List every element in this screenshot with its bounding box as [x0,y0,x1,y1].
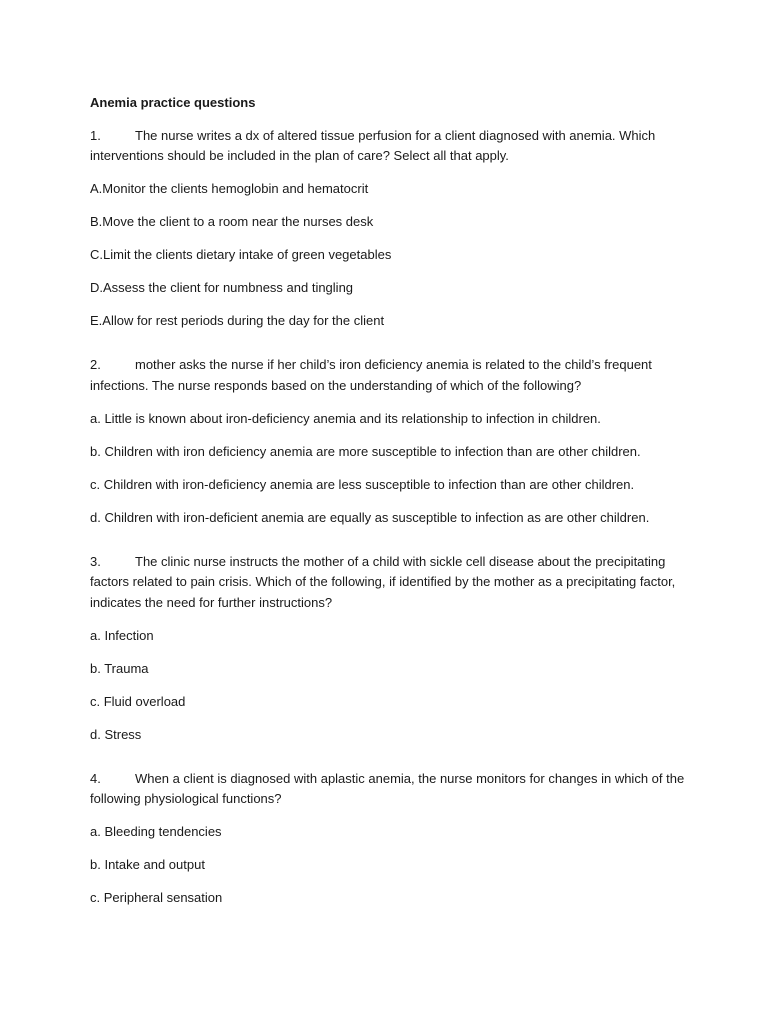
question-number: 2. [90,357,101,372]
question-1 [90,126,690,167]
spacer [90,541,690,552]
question-number: 1. [90,127,101,143]
answer-option: d. Stress [90,726,142,742]
question-stem: The nurse writes a dx of altered tissue perfusion for a client diagnosed with anemia. Which interventions should be included in the plan of care? Select all that apply. [90,127,656,163]
document-page [90,93,690,921]
document-title: Anemia practice questions [90,95,256,110]
spacer [90,344,690,355]
answer-option: b. Children with iron deficiency anemia are more susceptible to infection than are other children. [90,443,641,459]
question-4 [90,769,690,810]
answer-option: b. Intake and output [90,857,205,872]
question-stem: The clinic nurse instructs the mother of a child with sickle cell disease about the precipitating factors related to pain crisis. Which of the following, if identified by the mother as a precipitating factor, indicates the need for further instructions? [90,553,676,610]
question-number: 4. [90,770,101,786]
question-stem: When a client is diagnosed with aplastic anemia, the nurse monitors for changes in which of the following physiological functions? [90,770,685,806]
answer-option: C.Limit the clients dietary intake of green vegetables [90,247,392,262]
question-2 [90,355,690,396]
answer-option: b. Trauma [90,660,149,676]
answer-option: d. Children with iron-deficient anemia are equally as susceptible to infection as are other children. [90,509,650,525]
answer-option: D.Assess the client for numbness and tingling [90,280,354,295]
answer-option: c. Children with iron-deficiency anemia are less susceptible to infection than are other children. [90,476,635,492]
question-stem: mother asks the nurse if her child’s iron deficiency anemia is related to the child’s frequent infections. The nurse responds based on the understanding of which of the following? [90,357,652,393]
answer-option: c. Peripheral sensation [90,890,223,905]
answer-option: A.Monitor the clients hemoglobin and hematocrit [90,181,369,196]
answer-option: c. Fluid overload [90,693,186,709]
spacer [90,758,690,769]
answer-option: B.Move the client to a room near the nurses desk [90,214,374,229]
answer-option: E.Allow for rest periods during the day for the client [90,313,385,328]
answer-option: a. Bleeding tendencies [90,824,222,839]
answer-option: a. Infection [90,627,154,643]
question-number: 3. [90,553,101,569]
question-3 [90,552,690,614]
answer-option: a. Little is known about iron-deficiency anemia and its relationship to infection in children. [90,410,601,426]
